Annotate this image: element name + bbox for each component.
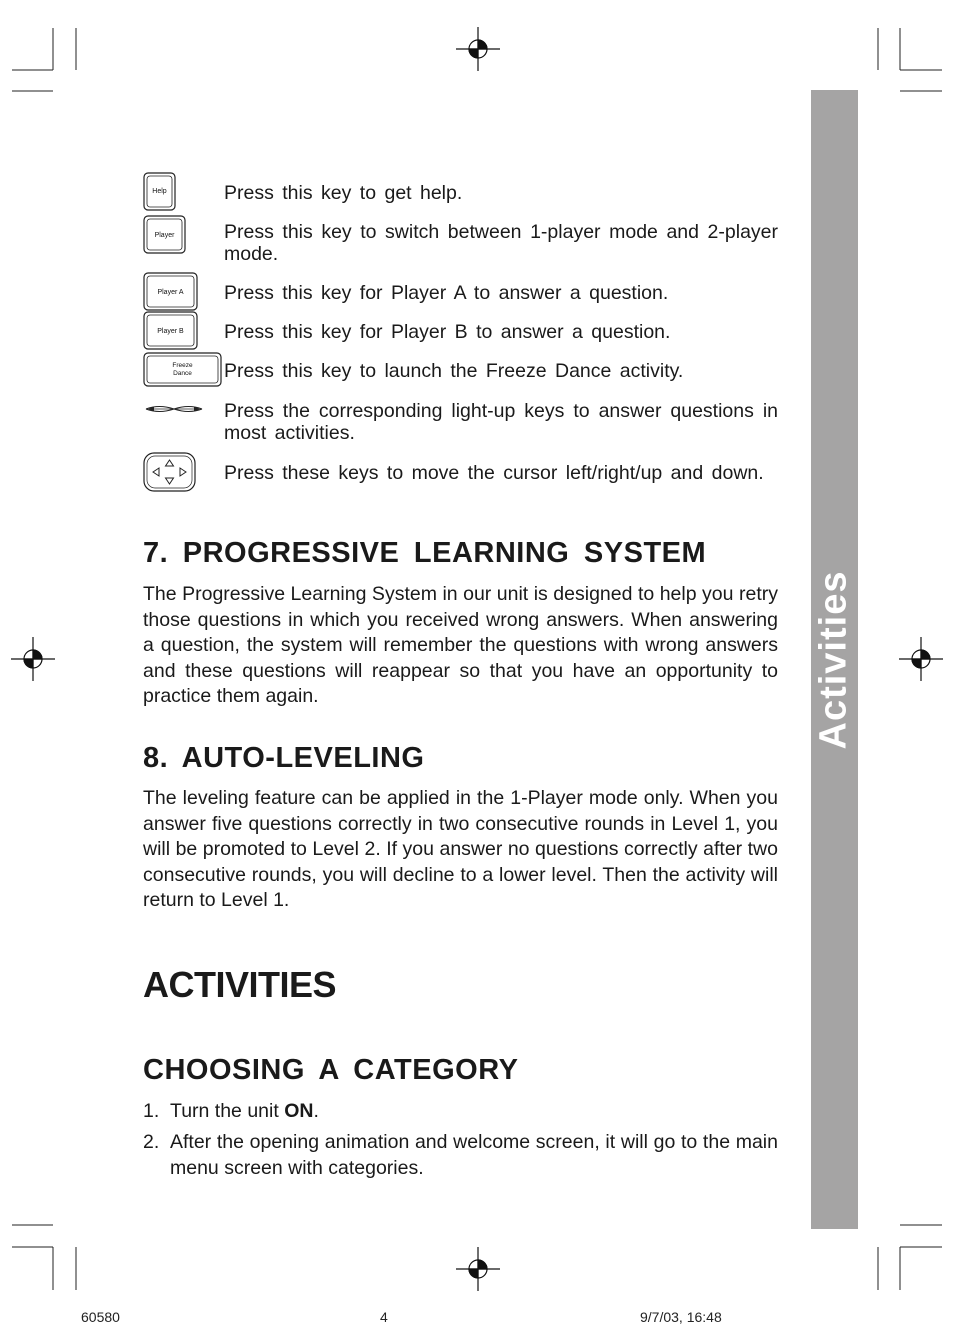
key-legend-help — [143, 172, 778, 212]
key-legend-text: Press this key to launch the Freeze Dance activity. — [224, 360, 684, 382]
registration-mark-left — [11, 637, 55, 681]
light-up-keys-icon — [143, 398, 205, 422]
key-legend-text: Press this key to get help. — [224, 182, 463, 204]
step-2 — [143, 1130, 778, 1181]
section8-body: The leveling feature can be applied in the 1-Player mode only. When you answer five questions correctly in two consecutive rounds in Level 1, you will be promoted to Level 2. If you answer no questions correctly after two consecutive rounds, you will decline to a lower level. Then the activity will return to Level 1. — [143, 787, 778, 912]
section8-heading: 8. AUTO-LEVELING — [143, 742, 425, 774]
step-text: Turn the unit — [170, 1100, 285, 1122]
activities-heading: ACTIVITIES — [143, 964, 337, 1005]
key-legend-freeze-dance — [143, 352, 778, 390]
key-legend-text: Press the corresponding light-up keys to answer questions in most activities. — [224, 400, 778, 444]
registration-mark-bottom — [456, 1247, 500, 1291]
key-legend-text: Press this key for Player A to answer a question. — [224, 282, 669, 304]
freeze-dance-key-icon — [143, 352, 223, 388]
step-bold-text: ON — [284, 1100, 314, 1122]
player-a-key-icon — [143, 272, 199, 312]
key-legend-text: Press this key to switch between 1-player mode and 2-player mode. — [224, 221, 778, 265]
svg-text:Help: Help — [152, 188, 167, 195]
svg-text:Dance: Dance — [173, 370, 192, 377]
step-number: 1. — [143, 1100, 160, 1122]
key-legend-text: Press these keys to move the cursor left/right/up and down. — [224, 462, 764, 484]
player-b-key-icon — [143, 311, 199, 351]
svg-text:Freeze: Freeze — [172, 362, 193, 369]
key-legend-player — [143, 215, 778, 265]
direction-pad-icon — [143, 452, 197, 494]
footer-timestamp: 9/7/03, 16:48 — [640, 1309, 722, 1325]
key-legend-player-b — [143, 311, 778, 351]
registration-mark-right — [899, 637, 943, 681]
svg-text:Player: Player — [154, 232, 175, 239]
key-legend-text: Press this key for Player B to answer a question. — [224, 321, 671, 343]
player-key-icon — [143, 215, 187, 255]
step-text-end: . — [313, 1100, 319, 1122]
svg-text:Player A: Player A — [157, 289, 184, 296]
footer-page-number: 4 — [380, 1309, 388, 1325]
key-legend-light-up-keys — [143, 398, 778, 446]
key-legend-direction-pad — [143, 452, 778, 504]
step-text: After the opening animation and welcome screen, it will go to the main menu screen with categories. — [170, 1131, 778, 1179]
svg-text:Player B: Player B — [157, 328, 184, 335]
section7-heading: 7. PROGRESSIVE LEARNING SYSTEM — [143, 537, 707, 569]
side-tab-label: Activities — [812, 570, 855, 750]
key-legend-player-a — [143, 272, 778, 312]
help-key-icon — [143, 172, 177, 212]
section7-body: The Progressive Learning System in our unit is designed to help you retry those questions in which you received wrong answers. When answering a question, the system will remember the questions with wrong answers and these questions will reappear so that you have an opportunity to practice them again. — [143, 583, 778, 708]
choosing-category-heading: CHOOSING A CATEGORY — [143, 1054, 519, 1086]
footer-job-number: 60580 — [81, 1309, 120, 1325]
step-1 — [143, 1099, 778, 1125]
step-number: 2. — [143, 1131, 160, 1153]
registration-mark-top — [456, 27, 500, 71]
